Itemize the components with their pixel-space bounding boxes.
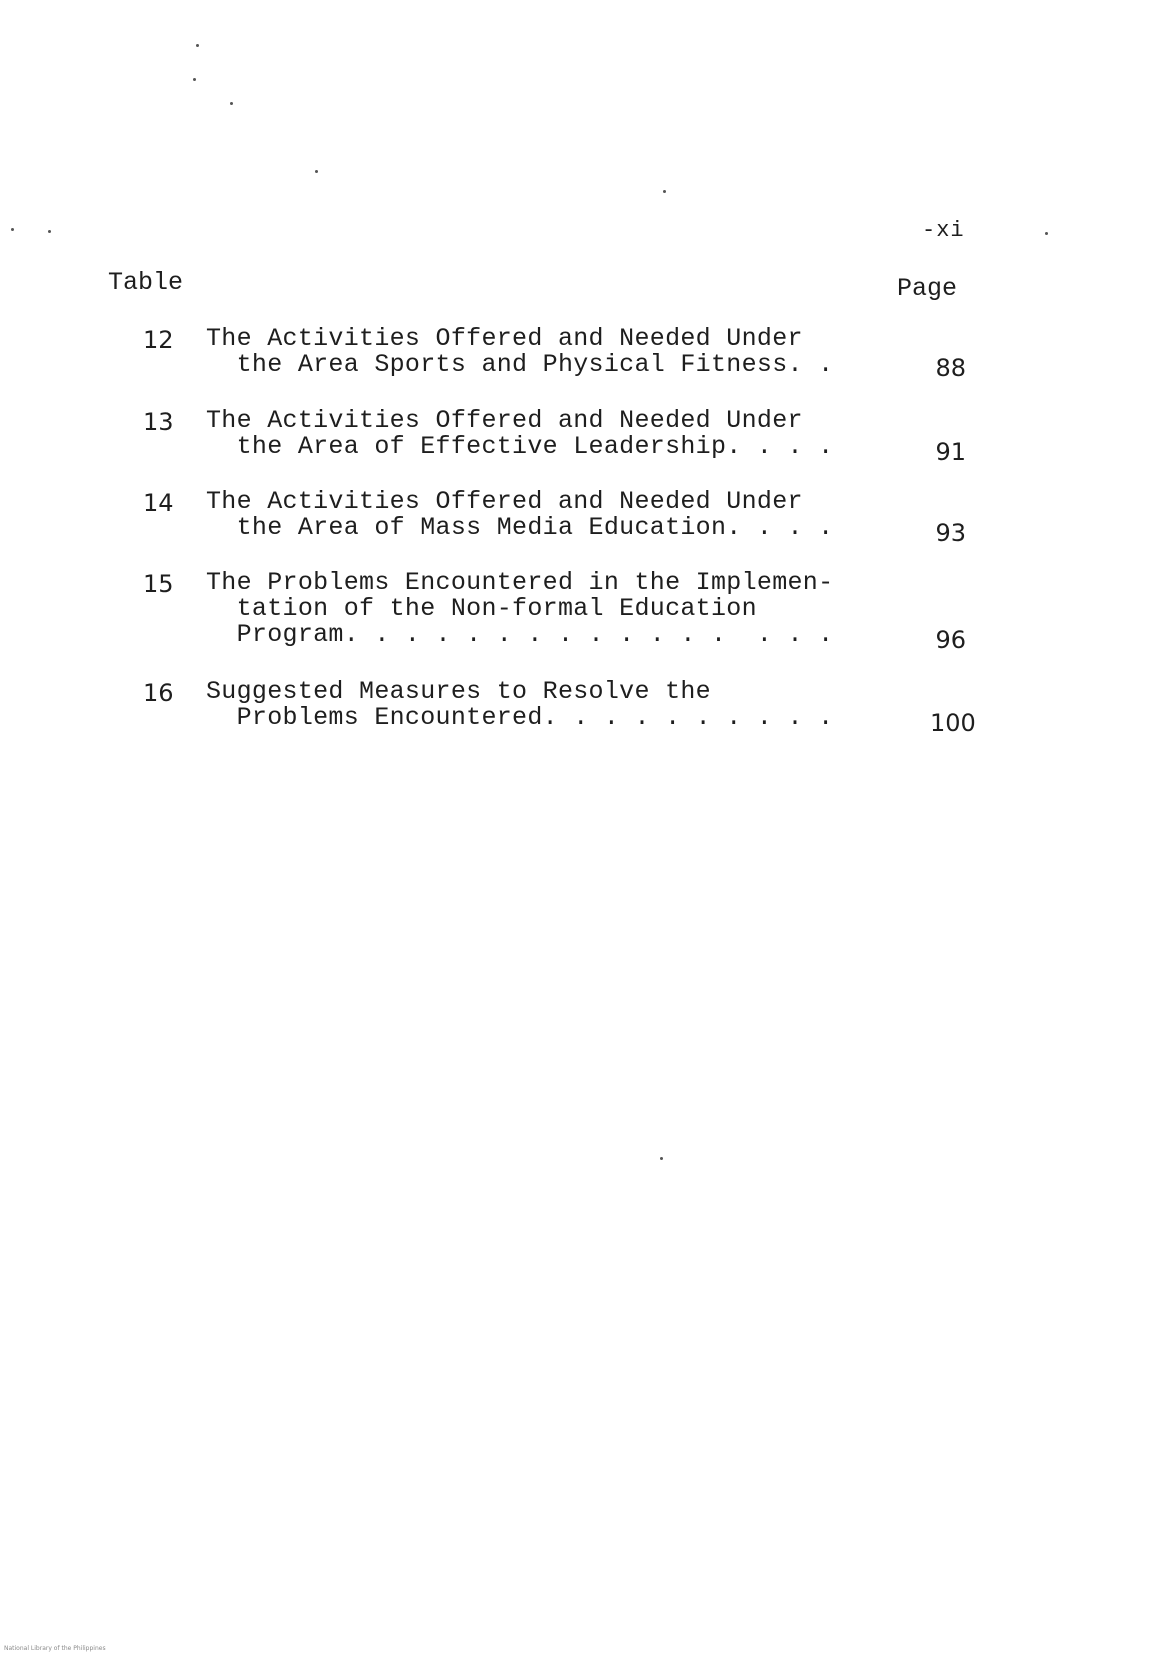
title-line: the Area of Mass Media Education. . . .: [206, 513, 834, 542]
title-line: Problems Encountered. . . . . . . . . .: [206, 703, 834, 732]
table-title: [206, 570, 833, 648]
table-title: [206, 489, 833, 541]
title-line: Suggested Measures to Resolve the: [206, 677, 711, 706]
title-line: the Area Sports and Physical Fitness. .: [206, 350, 834, 379]
scan-speck: [1045, 232, 1048, 235]
title-line: The Activities Offered and Needed Under: [206, 487, 803, 516]
title-line: Program. . . . . . . . . . . . . . . .: [206, 620, 834, 649]
scan-speck: [193, 78, 196, 81]
page-column-header: Page: [897, 274, 958, 303]
table-number: 15: [143, 570, 174, 598]
page-reference: 88: [935, 354, 966, 382]
scan-speck: [660, 1157, 663, 1160]
table-column-header: Table: [108, 268, 184, 297]
page-number: -xi: [922, 218, 965, 243]
table-title: [206, 408, 833, 460]
scan-speck: [196, 44, 199, 47]
table-number: 14: [143, 489, 174, 517]
page-reference: 96: [935, 626, 966, 654]
scan-speck: [230, 102, 233, 105]
scan-speck: [315, 170, 318, 173]
title-line: The Problems Encountered in the Implemen-: [206, 568, 834, 597]
table-number: 12: [143, 326, 174, 354]
scan-footer-text: National Library of the Philippines: [4, 1645, 106, 1652]
scan-speck: [48, 230, 51, 233]
table-number: 13: [143, 408, 174, 436]
page-reference: 100: [930, 709, 976, 737]
title-line: The Activities Offered and Needed Under: [206, 324, 803, 353]
page-reference: 93: [935, 519, 966, 547]
title-line: The Activities Offered and Needed Under: [206, 406, 803, 435]
table-number: 16: [143, 679, 174, 707]
page-reference: 91: [935, 438, 966, 466]
table-title: [206, 679, 833, 731]
title-line: the Area of Effective Leadership. . . .: [206, 432, 834, 461]
table-title: [206, 326, 833, 378]
title-line: tation of the Non-formal Education: [206, 594, 757, 623]
scan-speck: [11, 228, 14, 231]
scan-speck: [663, 190, 666, 193]
